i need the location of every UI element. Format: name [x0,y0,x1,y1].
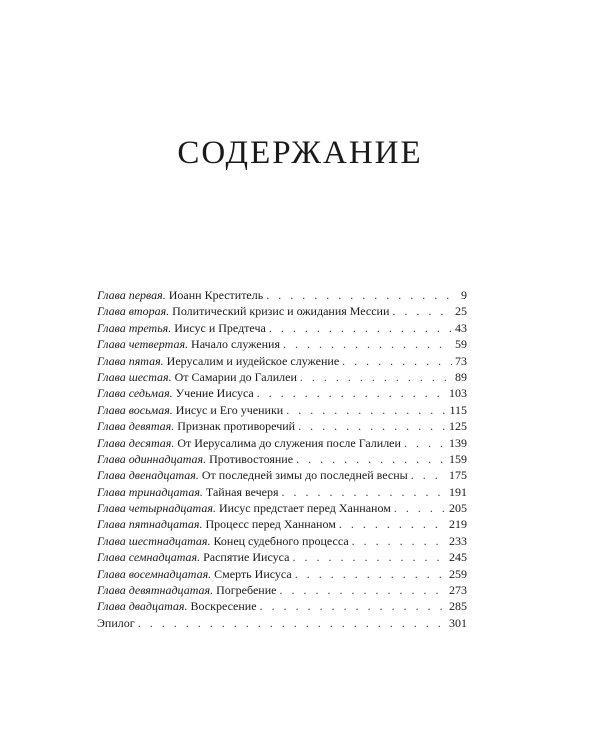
toc-page-number: 205 [449,501,467,516]
toc-entry[interactable] [97,303,467,319]
dot-leader [266,287,458,303]
toc-chapter-label: Глава одиннадцатая. [97,451,207,466]
dot-leader [296,451,446,467]
toc-chapter-label: Глава восемнадцатая. [97,566,212,581]
toc-entry[interactable] [97,287,467,303]
toc-chapter-title: Смерть Иисуса [214,566,292,581]
toc-page-number: 89 [455,369,467,384]
toc-chapter-label: Глава первая. [97,288,166,302]
dot-leader [138,615,446,631]
dot-leader [283,336,452,352]
toc-entry[interactable] [97,418,467,434]
toc-chapter-title: Иерусалим и иудейское служение [166,353,340,368]
toc-chapter-label: Глава третья. [97,320,172,335]
toc-page-number: 285 [449,599,467,614]
toc-chapter-title: Воскресение [190,599,257,614]
toc-page-number: 59 [455,337,467,352]
toc-page-number: 115 [449,402,467,417]
dot-leader [257,385,446,401]
dot-leader [394,500,446,516]
dot-leader [260,598,446,614]
toc-page-number: 159 [449,451,467,466]
dot-leader [298,418,446,434]
dot-leader [286,402,446,418]
toc-chapter-label: Глава пятая. [97,353,164,368]
toc-chapter-title: Иоанн Креститель [168,288,264,302]
toc-entry[interactable] [97,566,467,582]
toc-page-number: 25 [455,304,467,319]
toc-chapter-title: Иисус и Предтеча [174,320,266,335]
toc-chapter-title: Распятие Иисуса [203,550,290,565]
toc-chapter-title: От последней зимы до последней весны [201,468,408,483]
toc-chapter-label: Глава двенадцатая. [97,468,199,483]
toc-entry[interactable] [97,435,467,451]
dot-leader [352,533,446,549]
toc-entry[interactable] [97,369,467,385]
toc-chapter-label: Глава четырнадцатая. [97,501,216,516]
toc-chapter-label: Глава седьмая. [97,386,173,401]
toc-entry[interactable] [97,320,467,336]
toc-page-number: 233 [449,533,467,548]
toc-entry[interactable] [97,484,467,500]
toc-page-number: 175 [449,468,467,483]
toc-chapter-title: Иисус и Его ученики [175,402,284,417]
dot-leader [269,320,452,336]
toc-chapter-title: Эпилог [97,615,135,630]
toc-chapter-label: Глава четвертая. [97,337,189,352]
toc-entry[interactable] [97,598,467,614]
toc-entry[interactable] [97,582,467,598]
toc-chapter-title: Учение Иисуса [175,386,254,401]
toc-chapter-label: Глава восьмая. [97,402,173,417]
toc-entry-epilogue[interactable] [97,615,467,631]
table-of-contents [97,287,467,631]
toc-chapter-title: Политический кризис и ожидания Мессии [172,304,390,319]
dot-leader [295,566,446,582]
toc-entry[interactable] [97,549,467,565]
toc-chapter-title: Признак противоречий [177,419,296,434]
toc-chapter-label: Глава двадцатая. [97,599,188,614]
toc-page-number: 259 [449,566,467,581]
toc-page-number: 245 [449,550,467,565]
dot-leader [392,303,452,319]
dot-leader [292,549,446,565]
toc-chapter-label: Глава семнадцатая. [97,550,201,565]
toc-chapter-label: Глава тринадцатая. [97,484,203,499]
toc-page-number: 191 [449,484,467,499]
dot-leader [281,484,446,500]
toc-chapter-title: Тайная вечеря [205,484,279,499]
toc-chapter-label: Глава вторая. [97,304,170,319]
toc-entry[interactable] [97,353,467,369]
toc-page-number: 273 [449,583,467,598]
toc-page-number: 103 [449,386,467,401]
toc-chapter-title: Погребение [216,583,277,598]
toc-chapter-title: Начало служения [191,337,280,352]
dot-leader [339,516,446,532]
toc-entry[interactable] [97,467,467,483]
toc-chapter-label: Глава десятая. [97,435,175,450]
toc-chapter-label: Глава шестая. [97,369,172,384]
toc-page-number: 139 [449,435,467,450]
toc-chapter-title: От Самарии до Галилеи [174,369,297,384]
toc-page-number: 219 [449,517,467,532]
dot-leader [342,353,452,369]
dot-leader [411,467,446,483]
toc-entry[interactable] [97,336,467,352]
toc-page-number: 43 [455,320,467,335]
toc-page-number: 301 [449,615,467,630]
toc-entry[interactable] [97,533,467,549]
dot-leader [279,582,446,598]
toc-entry[interactable] [97,385,467,401]
toc-page-number: 73 [455,353,467,368]
toc-entry[interactable] [97,516,467,532]
toc-page-number: 9 [461,288,467,302]
dot-leader [300,369,452,385]
toc-chapter-title: Иисус предстает перед Ханнаном [218,501,391,516]
toc-chapter-title: Противостояние [209,451,294,466]
toc-chapter-label: Глава пятнадцатая. [97,517,203,532]
toc-entry[interactable] [97,402,467,418]
toc-page-number: 125 [449,419,467,434]
dot-leader [404,435,446,451]
toc-chapter-label: Глава шестнадцатая. [97,533,211,548]
toc-chapter-label: Глава девятая. [97,419,175,434]
toc-chapter-label: Глава девятнадцатая. [97,583,214,598]
toc-entry[interactable] [97,451,467,467]
toc-entry[interactable] [97,500,467,516]
toc-chapter-title: Конец судебного процесса [213,533,349,548]
toc-chapter-title: Процесс перед Ханнаном [205,517,336,532]
page-title: СОДЕРЖАНИЕ [177,135,423,171]
toc-chapter-title: От Иерусалима до служения после Галилеи [177,435,401,450]
